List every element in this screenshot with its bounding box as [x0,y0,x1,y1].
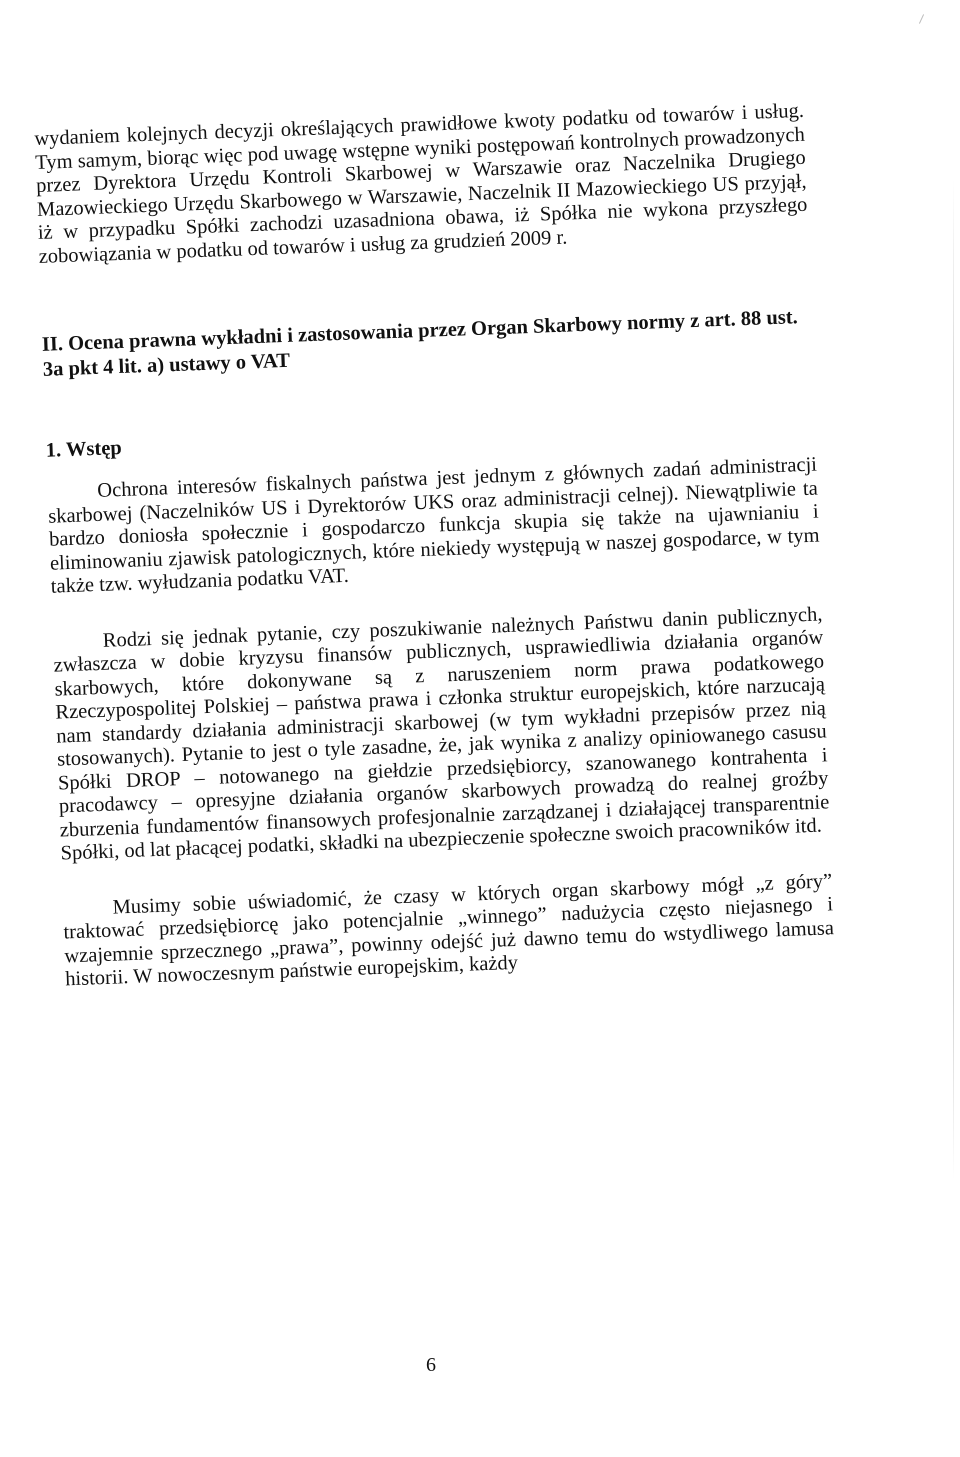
intro-paragraph: wydaniem kolejnych decyzji określających prawidłowe kwoty podatku od towarów i usług. Tym samym, biorąc więc pod uwagę wstępne wyniki postępowań kontrolnych prowadzonych przez Dyrektora Urzędu Kontroli Skarbowej w Warszawie oraz Naczelnika Drugiego Mazowieckiego Urzędu Skarbowego w Warszawie, Naczelnik II Mazowieckiego US przyjął, iż w przypadku Spółki zachodzi uzasadniona obawa, iż Spółka nie wykona przyszłego zobowiązania w podatku od towarów i usług za grudzień 2009 r. [34,99,808,268]
paragraph-3: Musimy sobie uświadomić, że czasy w których organ skarbowy mógł „z góry” traktować przedsiębiorcę jako potencjalnie „winnego” nadużycia często niejasnego i wzajemnie sprzecznego „prawa”, powinny odejść już dawno temu do wstydliwego lamusa historii. W nowoczesnym państwie europejskim, każdy [63,869,835,991]
document-body [34,100,835,992]
subsection-heading: 1. Wstęp [45,437,123,462]
paragraph-2: Rodzi się jednak pytanie, czy poszukiwanie należnych Państwu danin publicznych, zwłaszcza w dobie kryzysu finansów publicznych, usprawiedliwia działania organów skarbowych, które dokonywane są z naruszeniem norm prawa podatkowego Rzeczypospolitej Polskiej – państwa prawa i członka struktur europejskich, które narzucają nam standardy działania administracji skarbowej (w tym wykładni przepisów przez nią stosowanych). Pytanie to jest o tyle zasadne, że, jak wynika z analizy opiniowanego casusu Spółki DROP – notowanego na giełdzie przedsiębiorcy, szanowanego kontrahenta i pracodawcy – opresyjne działania organów skarbowych prowadzą do realnej groźby zburzenia fundamentów finansowych profesjonalnie zarządzanej i działającej transparentnie Spółki, od lat płacącej podatki, składki na ubezpieczenie społeczne swoich pracowników itd. [53,602,830,865]
page-number: 6 [426,1354,436,1376]
scan-artifact [919,14,924,23]
paragraph-1: Ochrona interesów fiskalnych państwa jest jednym z głównych zadań administracji skarbowej (Naczelników US i Dyrektorów UKS oraz administracji celnej). Niewątpliwie ta bardzo doniosła społecznie i gospodarczo funkcja skupia się także na ujawnianiu i eliminowaniu zjawisk patologicznych, które niekiedy występują w naszej gospodarce, w tym także tzw. wyłudzania podatku VAT. [47,453,820,598]
section-heading: II. Ocena prawna wykładni i zastosowania przez Organ Skarbowy normy z art. 88 ust. 3a pkt 4 lit. a) ustawy o VAT [41,306,799,381]
scan-edge-line [953,180,954,1180]
